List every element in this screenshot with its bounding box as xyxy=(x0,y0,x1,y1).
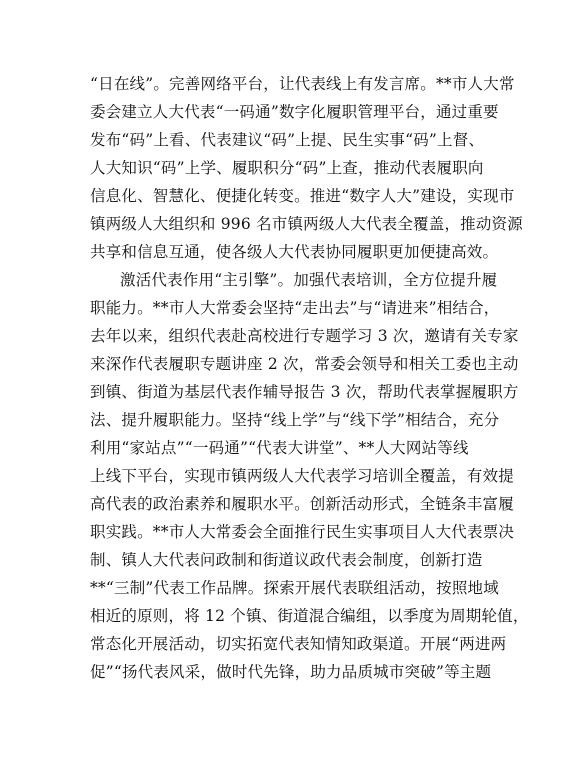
text-line: 促”“扬代表风采，做时代先锋，助力品质城市突破”等主题 xyxy=(90,663,492,681)
text-line: 激活代表作用“主引擎”。加强代表培训，全方位提升履 xyxy=(120,271,498,289)
text-line: 来深作代表履职专题讲座 2 次，常委会领导和相关工委也主动 xyxy=(90,355,519,373)
text-line: 委会建立人大代表“一码通”数字化履职管理平台，通过重要 xyxy=(90,103,499,121)
text-line: 利用“家站点”“一码通”“代表大讲堂”、**人大网站等线 xyxy=(90,439,469,457)
text-line: 职实践。**市人大常委会全面推行民生实事项目人大代表票决 xyxy=(90,523,515,541)
text-line: 去年以来，组织代表赴高校进行专题学习 3 次，邀请有关专家 xyxy=(90,327,519,345)
text-line: 到镇、街道为基层代表作辅导报告 3 次，帮助代表掌握履职方 xyxy=(90,383,519,401)
text-line: 常态化开展活动，切实拓宽代表知情知政渠道。开展“两进两 xyxy=(90,635,507,653)
text-line: 共享和信息互通，使各级人大代表协同履职更加便捷高效。 xyxy=(90,243,499,261)
text-line: 镇两级人大组织和 996 名市镇两级人大代表全覆盖，推动资源 xyxy=(90,215,523,233)
text-line: 上线下平台，实现市镇两级人大代表学习培训全覆盖，有效提 xyxy=(90,467,514,485)
text-line: 信息化、智慧化、便捷化转变。推进“数字人大”建设，实现市 xyxy=(90,187,515,205)
text-line: 职能力。**市人大常委会坚持“走出去”与“请进来”相结合， xyxy=(90,299,500,317)
text-line: **“三制”代表工作品牌。探索开展代表联组活动，按照地域 xyxy=(90,579,499,597)
text-line: 发布“码”上看、代表建议“码”上提、民生实事“码”上督、 xyxy=(90,131,485,149)
text-line: 相近的原则，将 12 个镇、街道混合编组，以季度为周期轮值， xyxy=(90,607,529,625)
text-line: “日在线”。完善网络平台，让代表线上有发言席。**市人大常 xyxy=(90,75,515,93)
text-line: 制、镇人大代表问政制和街道议政代表会制度，创新打造 xyxy=(90,551,483,569)
text-line: 人大知识“码”上学、履职积分“码”上查，推动代表履职向 xyxy=(90,159,484,177)
text-line: 法、提升履职能力。坚持“线上学”与“线下学”相结合，充分 xyxy=(90,411,500,429)
text-line: 高代表的政治素养和履职水平。创新活动形式，全链条丰富履 xyxy=(90,495,514,513)
